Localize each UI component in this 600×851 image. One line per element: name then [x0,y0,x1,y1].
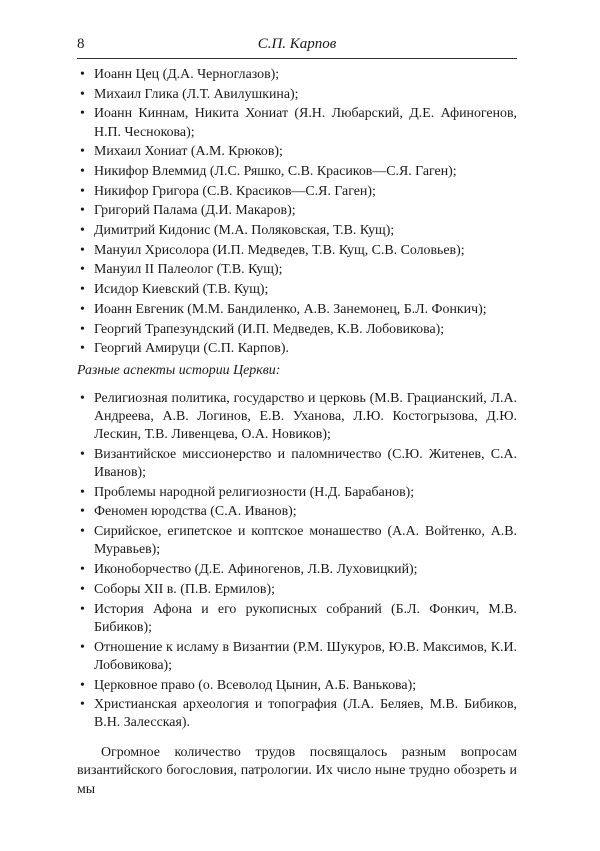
bullet-icon: • [80,697,85,713]
list-item [77,242,517,260]
list-item-text: Георгий Амируци (С.П. Карпов). [94,341,289,357]
list-item-text: Иоанн Евгеник (М.М. Бандиленко, А.В. Занемонец, Б.Л. Фонкич); [94,301,487,317]
list-item [77,696,517,733]
bullet-icon: • [80,341,85,357]
bullet-icon: • [80,446,85,462]
list-item [77,301,517,319]
section-title: Разные аспекты истории Церкви: [77,362,281,378]
list-item [77,86,517,104]
bullet-icon: • [80,223,85,239]
authors-list [77,66,517,359]
bullet-icon: • [80,262,85,278]
list-item-text: Георгий Трапезундский (И.П. Медведев, К.В. Лобовикова); [94,321,445,337]
list-item [77,340,517,358]
list-item-text: Михаил Хониат (А.М. Крюков); [94,144,283,160]
list-item-text: Иоанн Цец (Д.А. Черноглазов); [94,67,280,82]
list-item [77,163,517,181]
bullet-icon: • [80,321,85,337]
list-item [77,321,517,339]
list-item [77,222,517,240]
list-item [77,601,517,638]
list-item-text: Соборы XII в. (П.В. Ермилов); [94,581,275,597]
list-item [77,677,517,695]
list-item [77,261,517,279]
list-item-text: Михаил Глика (Л.Т. Авилушкина); [94,86,299,102]
list-item [77,143,517,161]
running-head: С.П. Карпов [257,36,337,52]
page-number: 8 [77,36,85,52]
list-item-text: Религиозная политика, государство и церковь (М.В. Грацианский, Л.А. Андреева, А.В. Логинов, Е.В. Уханова, Л.Ю. Костогрызова, Д.Ю. Лескин, Т.В. Ливенцева, О.А. Новиков); [94,390,517,443]
list-item-text: Церковное право (о. Всеволод Цынин, А.Б. Ванькова); [94,677,417,693]
list-item-text: Исидор Киевский (Т.В. Кущ); [94,282,269,298]
list-item [77,561,517,579]
list-item-text: Отношение к исламу в Византии (Р.М. Шукуров, Ю.В. Максимов, К.И. Лобовикова); [94,639,517,673]
bullet-icon: • [80,639,85,655]
list-item-text: Григорий Палама (Д.И. Макаров); [94,203,296,219]
bullet-icon: • [80,242,85,258]
bullet-icon: • [80,86,85,102]
list-item-text: Никифор Влеммид (Л.С. Ряшко, С.В. Красиков—С.Я. Гаген); [94,164,457,180]
bullet-icon: • [80,67,85,82]
bullet-icon: • [80,524,85,540]
body-paragraph: Огромное количество трудов посвящалось разным вопросам византийского богословия, патрологии. Их число ныне трудно обозреть и мы [77,744,517,797]
bullet-icon: • [80,183,85,199]
list-item-text: История Афона и его рукописных собраний (Б.Л. Фонкич, М.В. Бибиков); [94,601,517,635]
list-item [77,523,517,560]
bullet-icon: • [80,282,85,298]
bullet-icon: • [80,581,85,597]
list-item-text: Проблемы народной религиозности (Н.Д. Барабанов); [94,484,415,500]
list-item [77,446,517,483]
bullet-icon: • [80,144,85,160]
list-item [77,581,517,599]
list-item-text: Сирийское, египетское и коптское монашество (А.А. Войтенко, А.В. Муравьев); [94,524,517,558]
list-item [77,105,517,142]
bullet-icon: • [80,504,85,520]
bullet-icon: • [80,390,85,406]
list-item-text: Византийское миссионерство и паломничество (С.Ю. Житенев, С.А. Иванов); [94,446,517,481]
list-item [77,390,517,445]
bullet-icon: • [80,677,85,693]
page-header [77,36,517,59]
list-item [77,484,517,502]
bullet-icon: • [80,601,85,617]
list-item-text: Иоанн Киннам, Никита Хониат (Я.Н. Любарский, Д.Е. Афиногенов, Н.П. Чеснокова); [94,106,517,140]
bullet-icon: • [80,164,85,180]
list-item-text: Мануил II Палеолог (Т.В. Кущ); [94,262,283,278]
list-item-text: Феномен юродства (С.А. Иванов); [94,504,297,520]
list-item-text: Никифор Григора (С.В. Красиков—С.Я. Гаген); [94,183,376,199]
list-item-text: Христианская археология и топография (Л.А. Беляев, М.В. Бибиков, В.Н. Залесская). [94,697,517,731]
list-item-text: Димитрий Кидонис (М.А. Поляковская, Т.В. Кущ); [94,223,395,239]
bullet-icon: • [80,301,85,317]
list-item [77,281,517,299]
list-item-text: Иконоборчество (Д.Е. Афиногенов, Л.В. Луховицкий); [94,562,418,578]
list-item [77,66,517,84]
bullet-icon: • [80,484,85,500]
bullet-icon: • [80,562,85,578]
bullet-icon: • [80,203,85,219]
list-item [77,503,517,521]
list-item [77,202,517,220]
list-item [77,639,517,676]
bullet-icon: • [80,106,85,122]
page-content [77,66,517,813]
church-history-list [77,390,517,733]
list-item [77,183,517,201]
list-item-text: Мануил Хрисолора (И.П. Медведев, Т.В. Кущ, С.В. Соловьев); [94,242,465,258]
